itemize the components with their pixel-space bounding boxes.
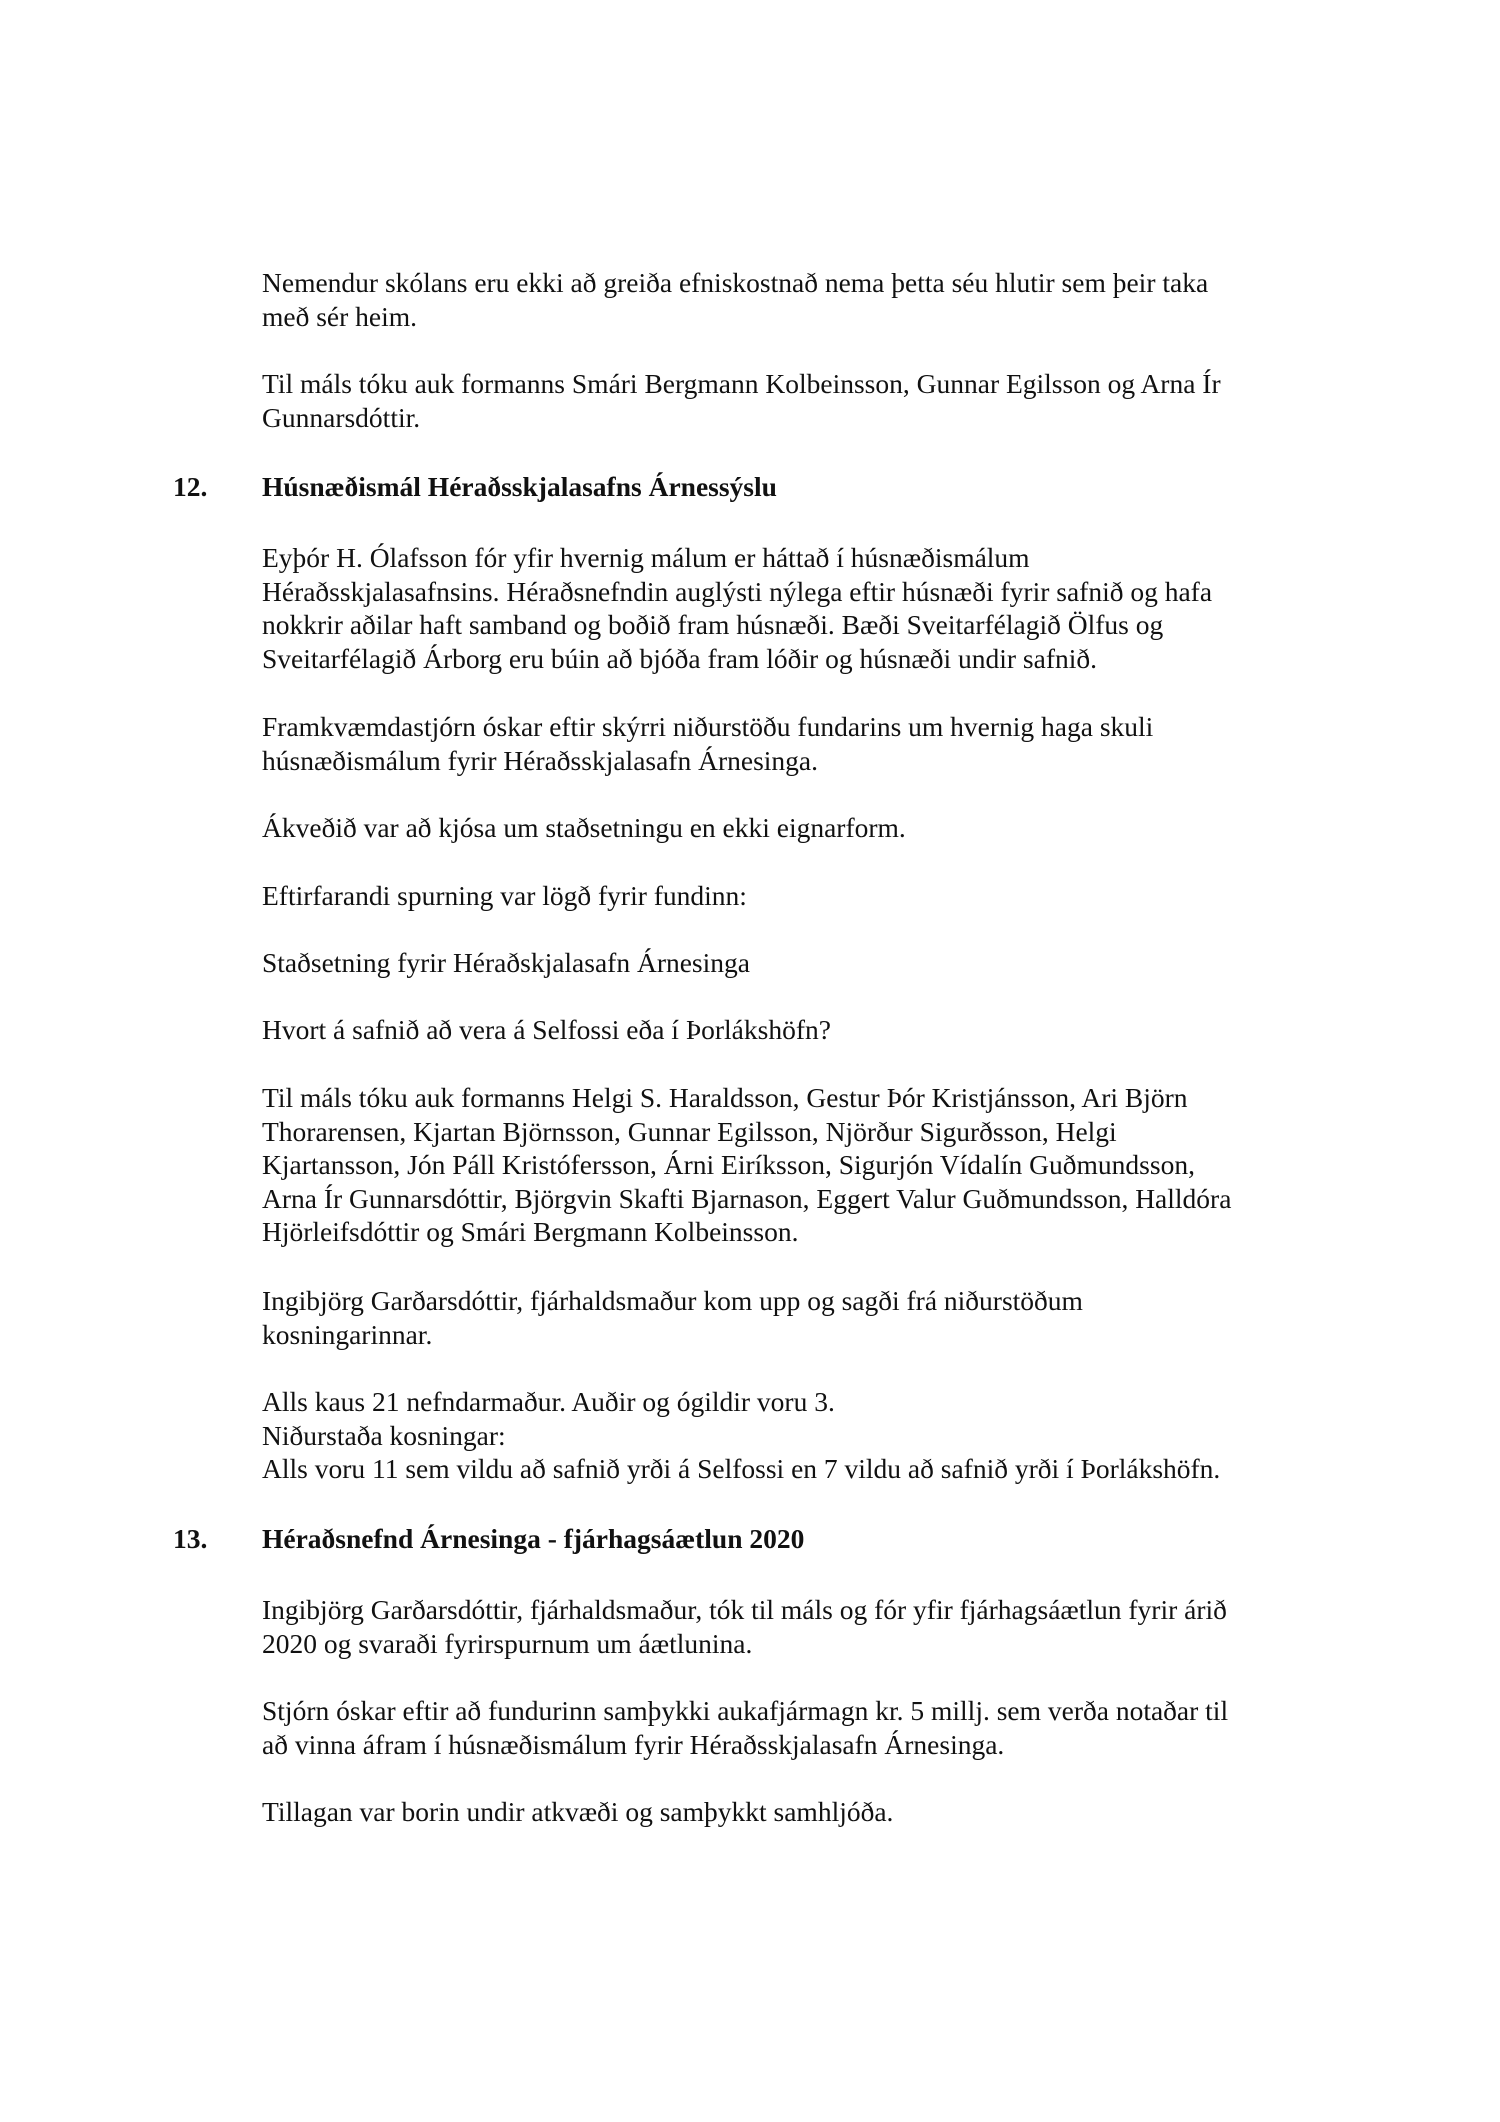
text-line: Hvort á safnið að vera á Selfossi eða í Þorlákshöfn? xyxy=(262,1014,831,1045)
text-line: kosningarinnar. xyxy=(262,1318,433,1350)
paragraph-approval xyxy=(262,1795,1322,1829)
text-line: Sveitarfélagið Árborg eru búin að bjóða fram lóðir og húsnæði undir safnið. xyxy=(262,642,1098,674)
text-line: Staðsetning fyrir Héraðskjalasafn Árnesinga xyxy=(262,947,750,978)
text-line: Alls voru 11 sem vildu að safnið yrði á Selfossi en 7 vildu að safnið yrði í Þorlákshöfn. xyxy=(262,1453,1221,1484)
text-line: Stjórn óskar eftir að fundurinn samþykki aukafjármagn kr. 5 millj. sem verða notaðar til xyxy=(262,1695,1229,1726)
text-line: Ingibjörg Garðarsdóttir, fjárhaldsmaður, tók til máls og fór yfir fjárhagsáætlun fyrir árið xyxy=(262,1594,1227,1625)
text-line: 2020 og svaraði fyrirspurnum um áætlunina. xyxy=(262,1627,753,1659)
text-line: Kjartansson, Jón Páll Kristófersson, Árni Eiríksson, Sigurjón Vídalín Guðmundsson, xyxy=(262,1149,1195,1180)
text-line: Eftirfarandi spurning var lögð fyrir fundinn: xyxy=(262,880,747,911)
text-line: Gunnarsdóttir. xyxy=(262,401,421,433)
paragraph-speakers-1 xyxy=(262,367,1322,434)
paragraph-archive-housing xyxy=(262,541,1322,675)
text-line: Thorarensen, Kjartan Björnsson, Gunnar Egilsson, Njörður Sigurðsson, Helgi xyxy=(262,1115,1117,1147)
text-line: Tillagan var borin undir atkvæði og samþykkt samhljóða. xyxy=(262,1796,894,1827)
paragraph-speakers-2 xyxy=(262,1081,1322,1249)
text-line: Framkvæmdastjórn óskar eftir skýrri niðurstöðu fundarins um hvernig haga skuli xyxy=(262,711,1154,742)
text-line: Til máls tóku auk formanns Smári Bergmann Kolbeinsson, Gunnar Egilsson og Arna Ír xyxy=(262,368,1221,399)
text-line: Niðurstaða kosningar: xyxy=(262,1419,506,1451)
text-line: Arna Ír Gunnarsdóttir, Björgvin Skafti Bjarnason, Eggert Valur Guðmundsson, Halldóra xyxy=(262,1182,1232,1214)
paragraph-extra-funding xyxy=(262,1694,1322,1761)
paragraph-vote-results xyxy=(262,1385,1322,1486)
section-title: Héraðsnefnd Árnesinga - fjárhagsáætlun 2020 xyxy=(262,1523,805,1554)
text-line: Alls kaus 21 nefndarmaður. Auðir og ógildir voru 3. xyxy=(262,1386,835,1417)
paragraph-treasurer-report xyxy=(262,1284,1322,1351)
text-line: Ingibjörg Garðarsdóttir, fjárhaldsmaður kom upp og sagði frá niðurstöðum xyxy=(262,1285,1083,1316)
paragraph-board-request xyxy=(262,710,1322,777)
text-line: Nemendur skólans eru ekki að greiða efniskostnað nema þetta séu hlutir sem þeir taka xyxy=(262,267,1209,298)
section-title: Húsnæðismál Héraðsskjalasafns Árnessýslu xyxy=(262,471,777,502)
text-line: Til máls tóku auk formanns Helgi S. Haraldsson, Gestur Þór Kristjánsson, Ari Björn xyxy=(262,1082,1188,1113)
text-line: Eyþór H. Ólafsson fór yfir hvernig málum er háttað í húsnæðismálum xyxy=(262,542,1030,573)
paragraph-decision xyxy=(262,811,1322,845)
paragraph-materials-cost xyxy=(262,266,1322,333)
text-line: Hjörleifsdóttir og Smári Bergmann Kolbeinsson. xyxy=(262,1216,799,1247)
paragraph-question xyxy=(262,1013,1322,1047)
text-line: Ákveðið var að kjósa um staðsetningu en ekki eignarform. xyxy=(262,812,906,843)
section-number: 13. xyxy=(173,1523,208,1554)
text-line: húsnæðismálum fyrir Héraðsskjalasafn Árnesinga. xyxy=(262,744,818,776)
paragraph-question-intro xyxy=(262,879,1322,913)
text-line: nokkrir aðilar haft samband og boðið fram húsnæði. Bæði Sveitarfélagið Ölfus og xyxy=(262,609,1164,640)
text-line: með sér heim. xyxy=(262,300,418,332)
text-line: Héraðsskjalasafnsins. Héraðsnefndin auglýsti nýlega eftir húsnæði fyrir safnið og hafa xyxy=(262,575,1213,607)
paragraph-location-title xyxy=(262,946,1322,980)
section-number: 12. xyxy=(173,471,208,502)
paragraph-budget-review xyxy=(262,1593,1322,1660)
text-line: að vinna áfram í húsnæðismálum fyrir Héraðsskjalasafn Árnesinga. xyxy=(262,1728,1005,1760)
